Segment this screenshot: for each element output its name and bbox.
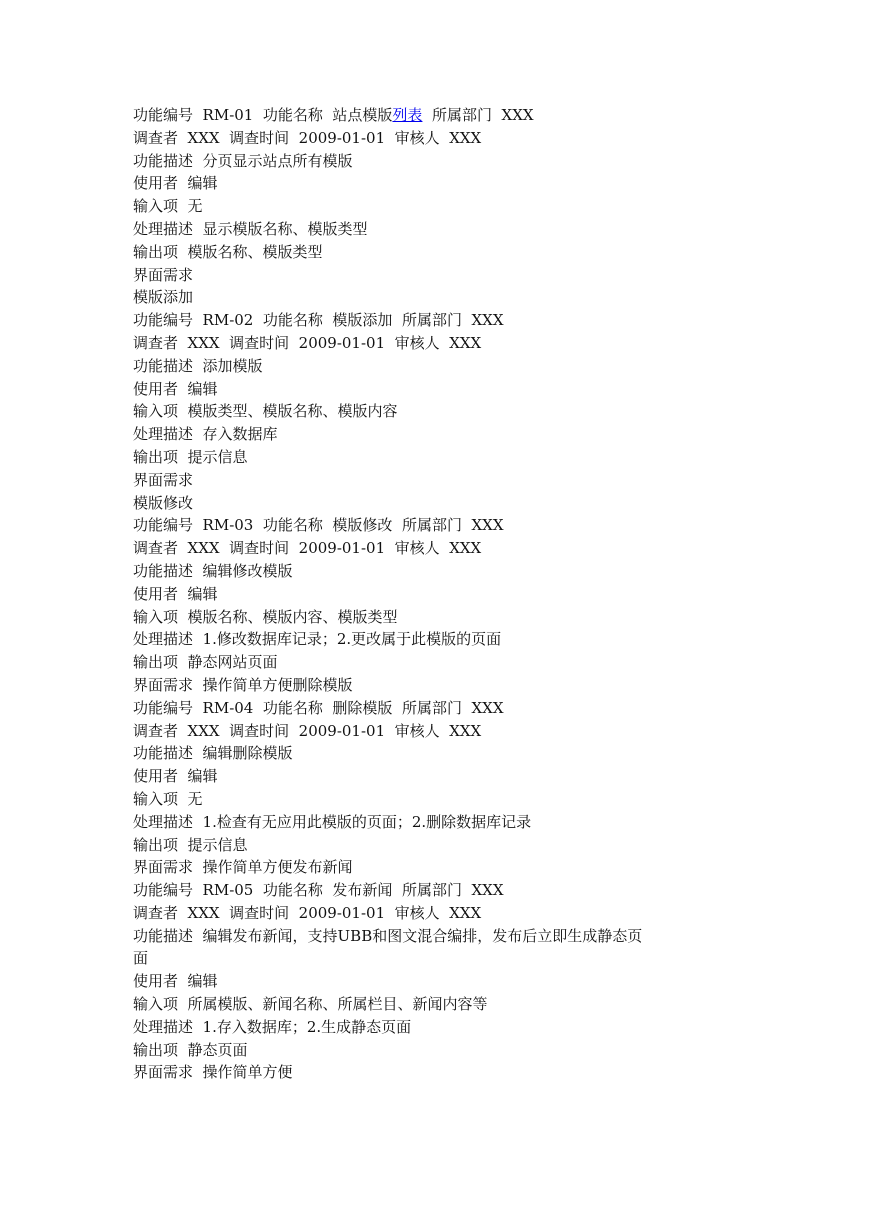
text-line: 调查者 XXX 调查时间 2009-01-01 审核人 XXX — [133, 903, 482, 922]
text-line: 使用者 编辑 — [133, 767, 218, 786]
text-line: 输入项 模版类型、模版名称、模版内容 — [133, 402, 398, 421]
text-line: 输出项 静态网站页面 — [133, 653, 278, 672]
text-line: 调查者 XXX 调查时间 2009-01-01 审核人 XXX — [133, 128, 482, 147]
text-line: 模版修改 — [133, 493, 194, 512]
text-line: 功能描述 编辑发布新闻，支持UBB和图文混合编排，发布后立即生成静态页 — [133, 926, 643, 945]
text-line: 处理描述 1.检查有无应用此模版的页面；2.删除数据库记录 — [133, 812, 532, 831]
text-line: 处理描述 存入数据库 — [133, 425, 278, 444]
text-line: 使用者 编辑 — [133, 972, 218, 991]
text-line: 界面需求 操作简单方便 — [133, 1063, 293, 1082]
text-line: 输出项 提示信息 — [133, 835, 248, 854]
text-line: 模版添加 — [133, 288, 194, 307]
text-line: 输入项 无 — [133, 197, 203, 216]
text-line: 功能编号 RM-03 功能名称 模版修改 所属部门 XXX — [133, 516, 504, 535]
document-body — [133, 104, 733, 1084]
text-line: 使用者 编辑 — [133, 379, 218, 398]
text-line: 输出项 提示信息 — [133, 447, 248, 466]
text-line: 功能描述 添加模版 — [133, 356, 263, 375]
list-link[interactable]: 列表 — [392, 106, 423, 124]
text-line: 功能描述 编辑删除模版 — [133, 744, 293, 763]
text-line: 功能描述 分页显示站点所有模版 — [133, 151, 353, 170]
text-line: 面 — [133, 949, 149, 968]
text-line: 输入项 所属模版、新闻名称、所属栏目、新闻内容等 — [133, 995, 488, 1014]
text-line: 界面需求 — [133, 265, 194, 284]
text-line: 处理描述 显示模版名称、模版类型 — [133, 219, 368, 238]
text-line: 界面需求 — [133, 470, 194, 489]
line-text: 功能编号 RM-01 功能名称 站点模版 — [133, 106, 393, 124]
text-line: 界面需求 操作简单方便删除模版 — [133, 675, 353, 694]
text-line: 界面需求 操作简单方便发布新闻 — [133, 858, 353, 877]
text-line: 功能编号 RM-02 功能名称 模版添加 所属部门 XXX — [133, 311, 504, 330]
text-line: 使用者 编辑 — [133, 584, 218, 603]
text-line: 处理描述 1.存入数据库；2.生成静态页面 — [133, 1017, 412, 1036]
text-line: 调查者 XXX 调查时间 2009-01-01 审核人 XXX — [133, 721, 482, 740]
text-line: 调查者 XXX 调查时间 2009-01-01 审核人 XXX — [133, 333, 482, 352]
text-line: 功能描述 编辑修改模版 — [133, 561, 293, 580]
text-line: 输出项 静态页面 — [133, 1040, 248, 1059]
text-line: 处理描述 1.修改数据库记录；2.更改属于此模版的页面 — [133, 630, 502, 649]
text-line — [133, 104, 733, 127]
text-line: 使用者 编辑 — [133, 174, 218, 193]
text-line: 输入项 模版名称、模版内容、模版类型 — [133, 607, 398, 626]
line-text: 所属部门 XXX — [422, 106, 534, 124]
text-line: 功能编号 RM-04 功能名称 删除模版 所属部门 XXX — [133, 698, 504, 717]
text-line: 调查者 XXX 调查时间 2009-01-01 审核人 XXX — [133, 539, 482, 558]
text-line: 功能编号 RM-05 功能名称 发布新闻 所属部门 XXX — [133, 881, 504, 900]
text-line: 输出项 模版名称、模版类型 — [133, 242, 323, 261]
text-line: 输入项 无 — [133, 789, 203, 808]
